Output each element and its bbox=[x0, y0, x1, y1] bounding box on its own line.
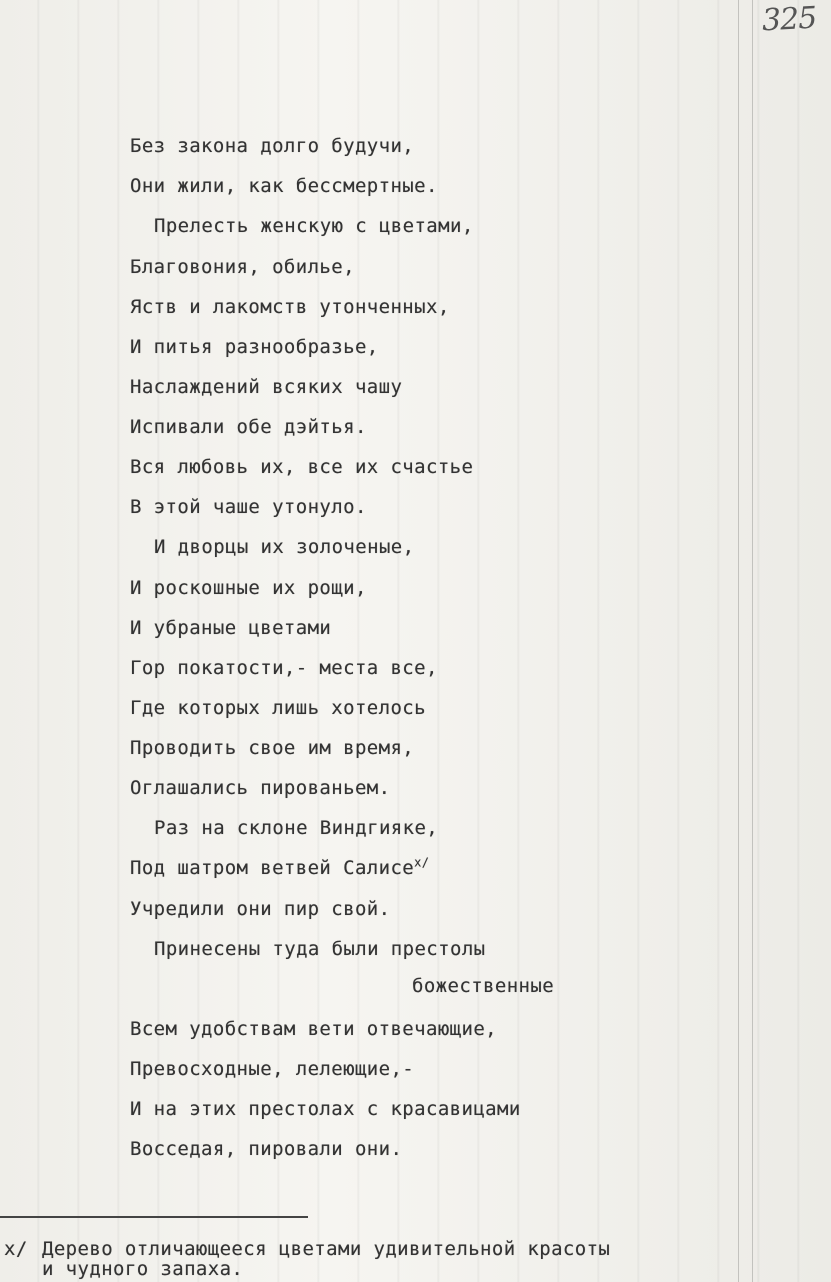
poem-line-3: Прелесть женскую с цветами, bbox=[154, 215, 474, 237]
poem-line-4: Благовония, обилье, bbox=[130, 256, 355, 278]
poem-line-2: Они жили, как бессмертные. bbox=[130, 175, 438, 197]
poem-line-1: Без закона долго будучи, bbox=[130, 135, 415, 157]
poem-line-25: Восседая, пировали они. bbox=[130, 1138, 403, 1160]
poem-line-20: Учредили они пир свой. bbox=[130, 898, 391, 920]
scan-edge-line bbox=[738, 0, 739, 1282]
poem-line-8: Испивали обе дэйтья. bbox=[130, 416, 367, 438]
poem-line-5: Яств и лакомств утонченных, bbox=[130, 296, 450, 318]
poem-line-9: Вся любовь их, все их счастье bbox=[130, 456, 474, 478]
poem-line-19 bbox=[130, 856, 429, 880]
poem-line-16: Проводить свое им время, bbox=[130, 737, 415, 759]
poem-line-19-text: Под шатром ветвей Салисе bbox=[130, 857, 415, 879]
footnote-divider bbox=[0, 1216, 308, 1218]
footnote-line-2: и чудного запаха. bbox=[42, 1258, 244, 1280]
poem-line-21: Принесены туда были престолы bbox=[154, 938, 486, 960]
page-number: 325 bbox=[761, 0, 818, 39]
poem-line-10: В этой чаше утонуло. bbox=[130, 496, 367, 518]
poem-line-22: Всем удобствам вети отвечающие, bbox=[130, 1018, 498, 1040]
poem-line-17: Оглашались пированьем. bbox=[130, 777, 391, 799]
poem-line-23: Превосходные, лелеющие,- bbox=[130, 1058, 415, 1080]
poem-line-6: И питья разнообразье, bbox=[130, 336, 379, 358]
poem-line-15: Где которых лишь хотелось bbox=[130, 697, 426, 719]
poem-line-18: Раз на склоне Виндгияке, bbox=[154, 817, 439, 839]
footnote-marker: х/ bbox=[4, 1238, 28, 1260]
footnote-reference: х/ bbox=[414, 855, 430, 870]
scan-edge-line bbox=[752, 0, 753, 1282]
poem-line-13: И убраные цветами bbox=[130, 617, 332, 639]
poem-line-14: Гор покатости,- места все, bbox=[130, 657, 438, 679]
footnote-line-1: Дерево отличающееся цветами удивительной красоты bbox=[42, 1238, 611, 1260]
poem-line-12: И роскошные их рощи, bbox=[130, 577, 367, 599]
poem-line-24: И на этих престолах с красавицами bbox=[130, 1098, 521, 1120]
poem-line-21-continuation: божественные bbox=[412, 975, 555, 997]
poem-line-11: И дворцы их золоченые, bbox=[154, 536, 415, 558]
poem-line-7: Наслаждений всяких чашу bbox=[130, 376, 403, 398]
